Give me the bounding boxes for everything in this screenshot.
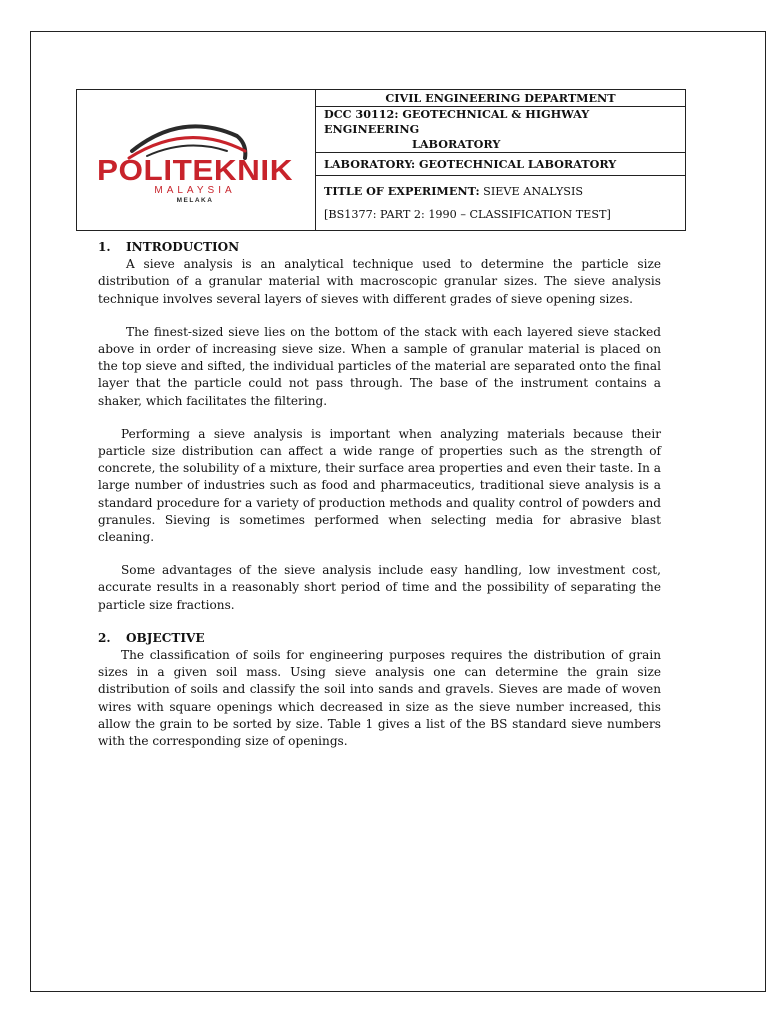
document-body xyxy=(98,239,661,750)
section-number: 2. xyxy=(98,630,111,645)
intro-paragraph-3: Performing a sieve analysis is important when analyzing materials because their particle size distribution can affect a wide range of properties such as the strength of concrete, the solubility of a mixture, their surface area properties and even their taste. In a large number of industries such as food and pharmaceutics, traditional sieve analysis is a standard procedure for a variety of production methods and quality control of powders and granules. Sieving is sometimes performed when selecting media for abrasive blast cleaning. xyxy=(98,426,661,545)
title-value: SIEVE ANALYSIS xyxy=(479,185,584,198)
experiment-title-cell xyxy=(316,176,686,231)
logo-country: MALAYSIA xyxy=(154,185,236,196)
course-line-1: DCC 30112: GEOTECHNICAL & HIGHWAY ENGINEERING xyxy=(324,107,590,136)
logo-cell xyxy=(77,90,316,231)
document-header-table xyxy=(76,89,686,231)
section-heading-objective xyxy=(98,630,661,647)
department-name: CIVIL ENGINEERING DEPARTMENT xyxy=(316,90,686,107)
objective-paragraph-1: The classification of soils for engineering purposes requires the distribution of grain sizes in a given soil mass. Using sieve analysis one can determine the grain size distribution of soils and classify the soil into sands and gravels. Sieves are made of woven wires with square openings which decreased in size as the sieve number increased, this allow the grain to be sorted by size. Table 1 gives a list of the BS standard sieve numbers with the corresponding size of openings. xyxy=(98,648,661,749)
intro-paragraph-1: A sieve analysis is an analytical technique used to determine the particle size distribution of a granular material with macroscopic granular sizes. The sieve analysis technique involves several layers of sieves with different grades of sieve opening sizes. xyxy=(98,257,661,306)
intro-paragraph-4: Some advantages of the sieve analysis include easy handling, low investment cost, accurate results in a reasonably short period of time and the possibility of separating the particle size fractions. xyxy=(98,563,661,612)
section-title: OBJECTIVE xyxy=(126,630,205,645)
section-title: INTRODUCTION xyxy=(126,240,240,254)
course-line-2: LABORATORY xyxy=(412,137,501,151)
course-code xyxy=(316,107,686,153)
experiment-title xyxy=(324,180,677,203)
title-label: TITLE OF EXPERIMENT: xyxy=(324,184,480,198)
politeknik-logo xyxy=(77,96,315,224)
logo-wordmark: POLITEKNIK xyxy=(97,155,293,187)
logo-campus: MELAKA xyxy=(176,197,214,204)
section-number: 1. xyxy=(98,240,111,254)
section-heading-introduction xyxy=(98,239,661,256)
intro-paragraph-2: The finest-sized sieve lies on the bottom of the stack with each layered sieve stacked above in order of increasing sieve size. When a sample of granular material is placed on the top sieve and sifted, the individual particles of the material are separated onto the final layer that the particle could not pass through. The base of the instrument contains a shaker, which facilitates the filtering. xyxy=(98,324,661,408)
laboratory-name: LABORATORY: GEOTECHNICAL LABORATORY xyxy=(316,153,686,176)
standard-reference: [BS1377: PART 2: 1990 – CLASSIFICATION TEST] xyxy=(324,208,611,221)
